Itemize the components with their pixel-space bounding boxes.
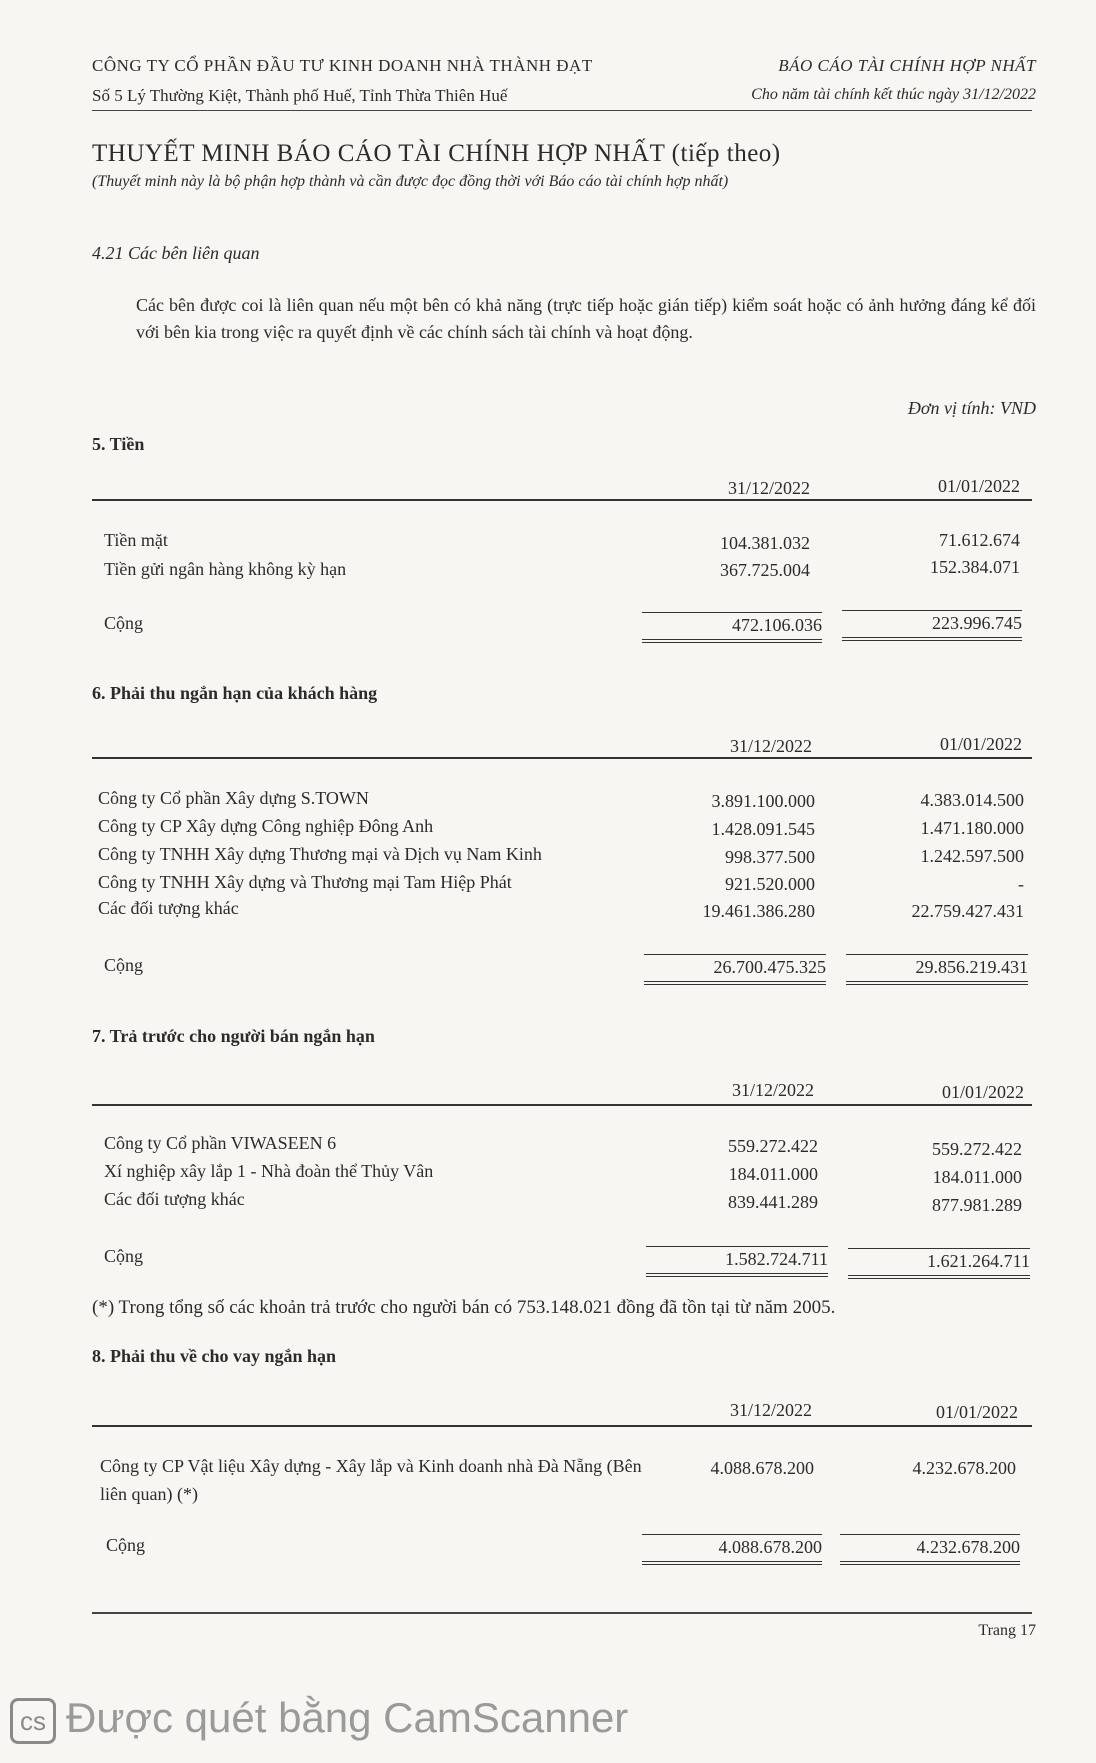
table-cell-2022: 104.381.032 <box>720 533 810 553</box>
table-row-label: Công ty Cổ phần VIWASEEN 6 <box>104 1133 337 1153</box>
table-cell-2022: 3.891.100.000 <box>711 791 815 811</box>
table-cell-2021: 22.759.427.431 <box>911 901 1024 921</box>
table-rule <box>92 757 1032 759</box>
col-header-2021: 01/01/2022 <box>937 476 1020 496</box>
table-rule <box>92 499 1032 501</box>
table-rule <box>92 1104 1032 1106</box>
table-cell-2021: 4.232.678.200 <box>912 1458 1016 1478</box>
table-cell-2021: 4.383.014.500 <box>920 790 1024 810</box>
table-row-label: Công ty CP Vật liệu Xây dựng - Xây lắp và Kinh doanh nhà Đà Nẵng (Bên liên quan) (*) <box>100 1456 642 1504</box>
table-cell-2022: 4.088.678.200 <box>710 1458 814 1478</box>
table-cell-2022: 998.377.500 <box>725 847 815 867</box>
total-2021: 29.856.219.431 <box>846 954 1028 985</box>
table-row-label: Tiền mặt <box>104 530 168 550</box>
table-cell-2021: 1.471.180.000 <box>920 818 1024 838</box>
table-cell-2022: 19.461.386.280 <box>702 901 815 921</box>
section-421-text: Các bên được coi là liên quan nếu một bên có khả năng (trực tiếp hoặc gián tiếp) kiểm soát hoặc có ảnh hưởng đáng kể đối với bên kia trong việc ra quyết định về các chính sách tài chính và hoạt động. <box>136 295 1036 342</box>
section-5-title: 5. Tiền <box>92 434 145 454</box>
report-period: Cho năm tài chính kết thúc ngày 31/12/2022 <box>751 86 1036 103</box>
table-cell-2021: - <box>1018 874 1024 894</box>
table-cell-2021: 71.612.674 <box>939 530 1020 550</box>
col-header-2022: 31/12/2022 <box>729 1400 812 1420</box>
total-2021: 4.232.678.200 <box>840 1534 1020 1565</box>
currency-unit: Đơn vị tính: VND <box>907 398 1036 418</box>
page-number: Trang 17 <box>978 1622 1036 1639</box>
section-8-title: 8. Phải thu về cho vay ngắn hạn <box>92 1346 337 1366</box>
col-header-2021: 01/01/2022 <box>941 1082 1024 1102</box>
camscanner-logo-icon: cs <box>10 1698 56 1744</box>
total-2022: 1.582.724.711 <box>646 1246 828 1277</box>
table-row-label: Tiền gửi ngân hàng không kỳ hạn <box>104 559 347 579</box>
table-row-label: Công ty TNHH Xây dựng Thương mại và Dịch vụ Nam Kinh <box>98 844 542 864</box>
total-label: Cộng <box>104 1246 144 1266</box>
section-421-title: 4.21 Các bên liên quan <box>92 243 260 263</box>
table-row-label: Công ty TNHH Xây dựng và Thương mại Tam Hiệp Phát <box>98 872 512 892</box>
table-cell-2022: 839.441.289 <box>728 1192 818 1212</box>
table-row-label: Các đối tượng khác <box>98 898 239 918</box>
table-cell-2021: 559.272.422 <box>932 1139 1022 1159</box>
table-rule <box>92 1425 1032 1427</box>
table-cell-2022: 367.725.004 <box>720 560 810 580</box>
total-2021: 1.621.264.711 <box>848 1248 1030 1279</box>
total-2022: 26.700.475.325 <box>644 954 826 985</box>
total-label: Cộng <box>106 1535 146 1555</box>
company-address: Số 5 Lý Thường Kiệt, Thành phố Huế, Tỉnh Thừa Thiên Huế <box>92 86 508 105</box>
col-header-2021: 01/01/2022 <box>939 734 1022 754</box>
table-cell-2022: 184.011.000 <box>728 1164 818 1184</box>
section-6-title: 6. Phải thu ngắn hạn của khách hàng <box>92 683 378 703</box>
total-label: Cộng <box>104 613 144 633</box>
report-title: BÁO CÁO TÀI CHÍNH HỢP NHẤT <box>778 56 1036 75</box>
company-name: CÔNG TY CỔ PHẦN ĐẦU TƯ KINH DOANH NHÀ THÀNH ĐẠT <box>92 56 593 75</box>
section-7-note: (*) Trong tổng số các khoản trả trước cho người bán có 753.148.021 đồng đã tồn tại từ năm 2005. <box>92 1297 836 1318</box>
table-cell-2022: 1.428.091.545 <box>711 819 815 839</box>
total-2022: 4.088.678.200 <box>642 1534 822 1565</box>
table-cell-2021: 877.981.289 <box>932 1195 1022 1215</box>
table-cell-2022: 559.272.422 <box>728 1136 818 1156</box>
total-2022: 472.106.036 <box>642 612 822 643</box>
document-subtitle: (Thuyết minh này là bộ phận hợp thành và cần được đọc đồng thời với Báo cáo tài chính hợp nhất) <box>92 173 729 190</box>
col-header-2022: 31/12/2022 <box>731 1080 814 1100</box>
table-cell-2021: 152.384.071 <box>930 557 1020 577</box>
col-header-2021: 01/01/2022 <box>935 1402 1018 1422</box>
document-title: THUYẾT MINH BÁO CÁO TÀI CHÍNH HỢP NHẤT (tiếp theo) <box>92 140 781 167</box>
section-7-title: 7. Trả trước cho người bán ngắn hạn <box>92 1026 375 1046</box>
total-2021: 223.996.745 <box>842 610 1022 641</box>
table-cell-2021: 184.011.000 <box>932 1167 1022 1187</box>
table-row-label: Công ty CP Xây dựng Công nghiệp Đông Anh <box>98 816 434 836</box>
table-row-label: Các đối tượng khác <box>104 1189 245 1209</box>
table-row-label: Xí nghiệp xây lắp 1 - Nhà đoàn thể Thủy Vân <box>104 1161 434 1181</box>
camscanner-watermark: Được quét bằng CamScanner <box>66 1694 629 1741</box>
table-cell-2022: 921.520.000 <box>725 874 815 894</box>
footer-divider <box>92 1612 1032 1614</box>
table-row-label: Công ty Cổ phần Xây dựng S.TOWN <box>98 788 369 808</box>
table-cell-2021: 1.242.597.500 <box>920 846 1024 866</box>
col-header-2022: 31/12/2022 <box>727 478 810 498</box>
col-header-2022: 31/12/2022 <box>729 736 812 756</box>
total-label: Cộng <box>104 955 144 975</box>
header-divider <box>92 110 1032 111</box>
